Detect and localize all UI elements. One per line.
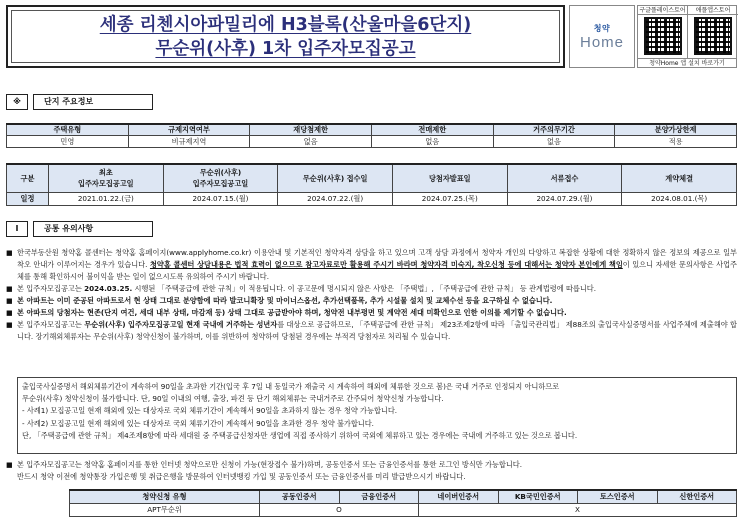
table-header: 청약신청 유형	[70, 490, 260, 503]
table-cell: 없음	[250, 136, 372, 148]
table-header: 규제지역여부	[128, 124, 250, 136]
notice-emphasis: 청약홈 콜센터 상담내용은 법적 효력이 없으므로 참고자료로만 활용해 주시기 바라며 청약자격 미숙지, 착오신청 등에 대해서는 청약자 본인에게 책임	[149, 260, 623, 269]
table-cell: 적용	[615, 136, 737, 148]
table-row	[70, 503, 737, 516]
notice-line: 반드시 청약 이전에 청약통장 가입은행 및 취급은행을 방문하여 인터넷뱅킹 가입 및 공동인증서 또는 금융인증서를 미리 발급받으시기 바랍니다.	[17, 472, 466, 481]
section-common-notes-header	[6, 221, 737, 237]
app-store-label: 애플앱스토어	[688, 6, 738, 15]
table-cell: 없음	[371, 136, 493, 148]
table-header: KB국민인증서	[498, 490, 578, 503]
table-header: 구분	[7, 164, 49, 192]
notice-item: ■ 한국부동산원 청약홈 콜센터는 청약홈 홈페이지(www.applyhome.co.kr) 이용안내 및 기본적인 청약자격 상담을 하고 있으며 고객 상담 과정에서 청약자 개인의 다양하고 복잡한 상황에 대한 정확하지 않은 정보의 제공으로 일부 착오 안내가 이루어지는 경우가 있습니다. 청약홈 콜센터 상담내용은 법적 효력이 없으므로 참고자료로만 활용해 주시기 바라며 청약자격 미숙지, 착오신청 등에 대해서는 청약자 본인에게 책임이 있으니 자세한 문의사항은 사업주체를 통해 확인하시어 불이익을 받는 일이 없으시도록 유의하여 주시기 바랍니다.	[6, 247, 737, 283]
table-header: 신한인증서	[657, 490, 737, 503]
table-cell: O	[260, 503, 419, 516]
section-label: 단지 주요정보	[33, 94, 153, 110]
qr-code-icon	[694, 17, 732, 55]
google-play-qr[interactable]	[638, 6, 688, 58]
app-download-qr	[637, 5, 737, 68]
note-line: 단, 「주택공급에 관한 규칙」 제4조제8항에 따라 세대원 중 주택공급신청자만 생업에 직접 종사하기 위하여 국외에 체류하고 있는 경우에는 국내에 거주하고 있는 것으로 봅니다.	[22, 430, 578, 440]
section-complex-info-header	[6, 94, 737, 110]
table-cell: X	[419, 503, 737, 516]
table-cell: 2024.07.15.(월)	[163, 192, 278, 205]
table-cell: 비규제지역	[128, 136, 250, 148]
notice-emphasis: 무순위(사후) 입주자모집공고일 현재 국내에 거주하는 성년자	[84, 320, 278, 329]
qr-footer: 청약Home 앱 설치 바로가기	[638, 58, 736, 68]
table-cell: 2024.07.25.(목)	[392, 192, 507, 205]
logo-top-text: 청약	[593, 23, 611, 33]
table-header: 재당첨제한	[250, 124, 372, 136]
notice-item: ■ 본 아파트의 당첨자는 현존(단지 여건, 세대 내부 상태, 마감재 등) 상태 그대로 공급받아야 하며, 청약전 내부평면 및 계약전 세대 미확인으로 인한 이의를 제기할 수 없습니다.	[6, 307, 737, 319]
table-header: 서류접수	[507, 164, 622, 192]
app-store-qr[interactable]	[688, 6, 738, 58]
section-label: 공통 유의사항	[33, 221, 153, 237]
title-line-2: 무순위(사후) 1차 입주자모집공고	[155, 38, 416, 59]
table-cell: APT무순위	[70, 503, 260, 516]
table-header: 토스인증서	[578, 490, 658, 503]
section-mark: I	[6, 221, 28, 237]
table-cell: 2024.07.22.(월)	[278, 192, 393, 205]
notice-item-online-only	[6, 459, 737, 483]
table-cell: 없음	[493, 136, 615, 148]
table-header: 금융인증서	[339, 490, 419, 503]
table-header: 최초 입주자모집공고일	[49, 164, 164, 192]
table-header: 분양가상한제	[615, 124, 737, 136]
notice-item: ■ 본 입주자모집공고는 2024.03.25. 시행된 「주택공급에 관한 규칙」이 적용됩니다. 이 공고문에 명시되지 않은 사항은 「주택법」, 「주택공급에 관한 규칙」 등 관계법령에 따릅니다.	[6, 283, 737, 295]
note-line: 출입국사실증명서 해외체류기간이 계속하여 90일을 초과한 기간(입국 후 7일 내 동일국가 재출국 시 계속하여 해외에 체류한 것으로 봄)은 국내 거주로 인정되지 아니하므로	[22, 382, 560, 391]
certificate-table	[69, 489, 737, 517]
table-cell: 민영	[7, 136, 129, 148]
note-line: 무순위(사후) 청약신청이 불가합니다. 단, 90일 이내의 여행, 출장, 파견 등 단기 해외체류는 국내거주로 간주되어 청약신청 가능합니다.	[22, 394, 444, 404]
note-line: - 사례1) 모집공고일 현재 해외에 있는 대상자로 국외 체류기간이 계속해서 90일을 초과하지 않는 경우 청약 가능합니다.	[22, 406, 398, 416]
table-header: 무순위(사후) 입주자모집공고일	[163, 164, 278, 192]
notice-emphasis: 2024.03.25.	[84, 284, 133, 293]
row-label: 일정	[7, 192, 49, 205]
table-row	[7, 192, 737, 205]
table-header: 계약체결	[622, 164, 737, 192]
table-cell: 2021.01.22.(금)	[49, 192, 164, 205]
table-cell: 2024.08.01.(목)	[622, 192, 737, 205]
table-header: 거주의무기간	[493, 124, 615, 136]
applyhome-logo[interactable]	[569, 5, 635, 68]
notice-item: ■ 본 아파트는 이미 준공된 아파트로서 현 상태 그대로 분양함에 따라 발코니확장 및 마이너스옵션, 추가선택품목, 추가 시설물 설치 및 교체수선 등을 요구하실 수 없습니다.	[6, 295, 737, 307]
table-header: 네이버인증서	[419, 490, 499, 503]
section-mark: ※	[6, 94, 28, 110]
table-header: 무순위(사후) 접수일	[278, 164, 393, 192]
google-play-label: 구글플레이스토어	[639, 7, 686, 14]
notice-item: ■ 본 입주자모집공고는 무순위(사후) 입주자모집공고일 현재 국내에 거주하는 성년자를 대상으로 공급하므로, 「주택공급에 관한 규칙」 제23조제2항에 따라 「출입국관리법」 제88조의 출입국사실증명서를 사업주체에 제출해야 합니다. 장기해외체류자는 무순위(사후) 청약신청이 불가하며, 이를 위반하여 청약하여 당첨된 경우에는 부적격 당첨자로 처리될 수 있습니다.	[6, 319, 737, 343]
table-header: 당첨자발표일	[392, 164, 507, 192]
notice-title-box	[6, 5, 565, 68]
note-line: - 사례2) 모집공고일 현재 해외에 있는 대상자로 국외 체류기간이 계속해서 90일을 초과한 경우 청약 불가합니다.	[22, 418, 374, 428]
complex-info-table	[6, 123, 737, 148]
title-line-1: 세종 리첸시아파밀리에 H3블록(산울마을6단지)	[99, 14, 472, 35]
notice-list	[6, 247, 737, 343]
qr-code-icon	[644, 17, 682, 55]
overseas-stay-note-box	[17, 377, 737, 454]
table-header: 전매제한	[371, 124, 493, 136]
table-cell: 2024.07.29.(월)	[507, 192, 622, 205]
notice-line: ■ 본 입주자모집공고는 청약홈 홈페이지를 통한 인터넷 청약으로만 신청이 가능(현장접수 불가)하며, 공동인증서 또는 금융인증서를 통한 로그인 방식만 가능합니다.	[6, 459, 737, 471]
table-header: 공동인증서	[260, 490, 340, 503]
schedule-table	[6, 163, 737, 206]
logo-main-text: Home	[579, 33, 624, 51]
table-header: 주택유형	[7, 124, 129, 136]
table-row	[7, 136, 737, 148]
